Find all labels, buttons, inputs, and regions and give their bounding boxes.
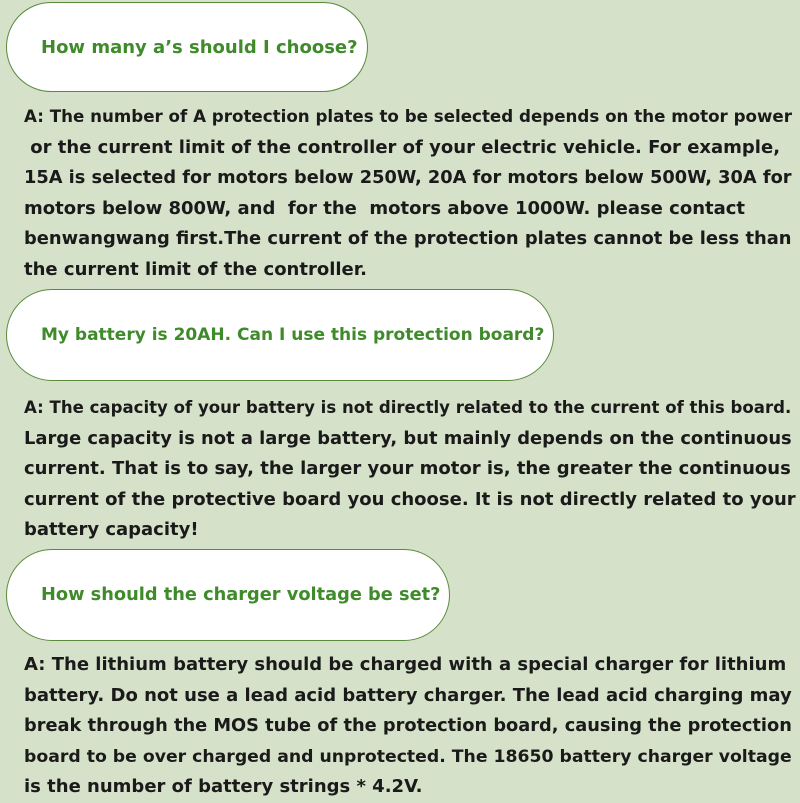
answer-line: A: The capacity of your battery is not directly related to the current of this board.: [24, 398, 792, 417]
answer-block-3: [24, 650, 796, 803]
answer-line: benwangwang first.The current of the protection plates cannot be less than: [24, 228, 792, 249]
question-text-3: How should the charger voltage be set?: [41, 585, 441, 605]
answer-line: A: The number of A protection plates to be selected depends on the motor power: [24, 107, 792, 126]
answer-line: board to be over charged and unprotected. The 18650 battery charger voltage: [24, 746, 792, 767]
question-text-1: How many a’s should I choose?: [41, 36, 358, 58]
answer-line: Large capacity is not a large battery, but mainly depends on the continuous: [24, 427, 792, 449]
answer-block-2: [24, 393, 796, 546]
answer-line: is the number of battery strings * 4.2V.: [24, 776, 423, 797]
answer-line: battery capacity!: [24, 519, 199, 540]
question-bubble-3: [6, 549, 450, 641]
question-text-2: My battery is 20AH. Can I use this protection board?: [41, 325, 545, 345]
answer-line: current. That is to say, the larger your motor is, the greater the continuous: [24, 458, 791, 479]
answer-block-1: [24, 102, 796, 285]
answer-line: or the current limit of the controller of your electric vehicle. For example,: [24, 136, 781, 158]
question-bubble-2: [6, 289, 554, 381]
answer-line: current of the protective board you choose. It is not directly related to your: [24, 488, 796, 510]
answer-line: motors below 800W, and for the motors above 1000W. please contact: [24, 197, 746, 219]
answer-line: battery. Do not use a lead acid battery charger. The lead acid charging may: [24, 684, 792, 706]
answer-line: 15A is selected for motors below 250W, 20A for motors below 500W, 30A for: [24, 168, 792, 188]
question-bubble-1: [6, 2, 368, 92]
answer-line: break through the MOS tube of the protection board, causing the protection: [24, 715, 792, 736]
answer-line: the current limit of the controller.: [24, 258, 367, 280]
answer-line: A: The lithium battery should be charged with a special charger for lithium: [24, 654, 787, 675]
